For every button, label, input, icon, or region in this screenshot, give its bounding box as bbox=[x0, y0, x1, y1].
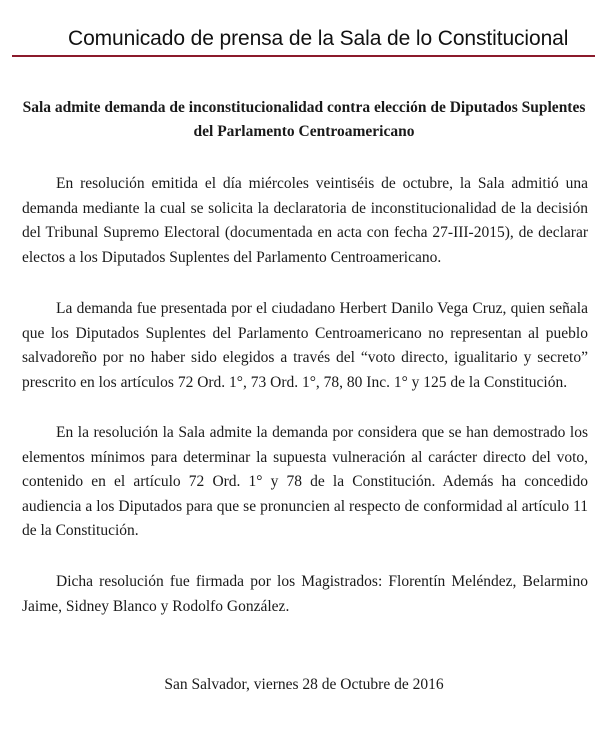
paragraph-plaintiff: La demanda fue presentada por el ciudadano Herbert Danilo Vega Cruz, quien señala que los Diputados Suplentes del Parlamento Centroamericano no representan al pueblo salvadoreño por no haber sido elegidos a través del “voto directo, igualitario y secreto” prescrito en los artículos 72 Ord. 1°, 73 Ord. 1°, 78, 80 Inc. 1° y 125 de la Constitución. bbox=[22, 300, 588, 391]
paragraph-admission: En la resolución la Sala admite la demanda por considera que se han demostrado los elementos mínimos para determinar la supuesta vulneración al carácter directo del voto, contenido en el artículo 72 Ord. 1° y 78 de la Constitución. Además ha concedido audiencia a los Diputados para que se pronuncien al respecto de conformidad al artículo 11 de la Constitución. bbox=[22, 424, 588, 539]
paragraph-resolution: En resolución emitida el día miércoles veintiséis de octubre, la Sala admitió una demanda mediante la cual se solicita la declaratoria de inconstitucionalidad de la decisión del Tribunal Supremo Electoral (documentada en acta con fecha 27-III-2015), de declarar electos a los Diputados Suplentes del Parlamento Centroamericano. bbox=[22, 175, 588, 266]
header-divider bbox=[12, 55, 595, 57]
place-and-date: San Salvador, viernes 28 de Octubre de 2016 bbox=[164, 676, 444, 693]
press-release-headline: Sala admite demanda de inconstitucionalidad contra elección de Diputados Suplentes del Parlamento Centroamericano bbox=[22, 99, 586, 140]
paragraph-signatories: Dicha resolución fue firmada por los Magistrados: Florentín Meléndez, Belarmino Jaime, Sidney Blanco y Rodolfo González. bbox=[22, 573, 588, 615]
document-title: Comunicado de prensa de la Sala de lo Constitucional bbox=[68, 27, 569, 50]
document-header bbox=[0, 0, 608, 60]
